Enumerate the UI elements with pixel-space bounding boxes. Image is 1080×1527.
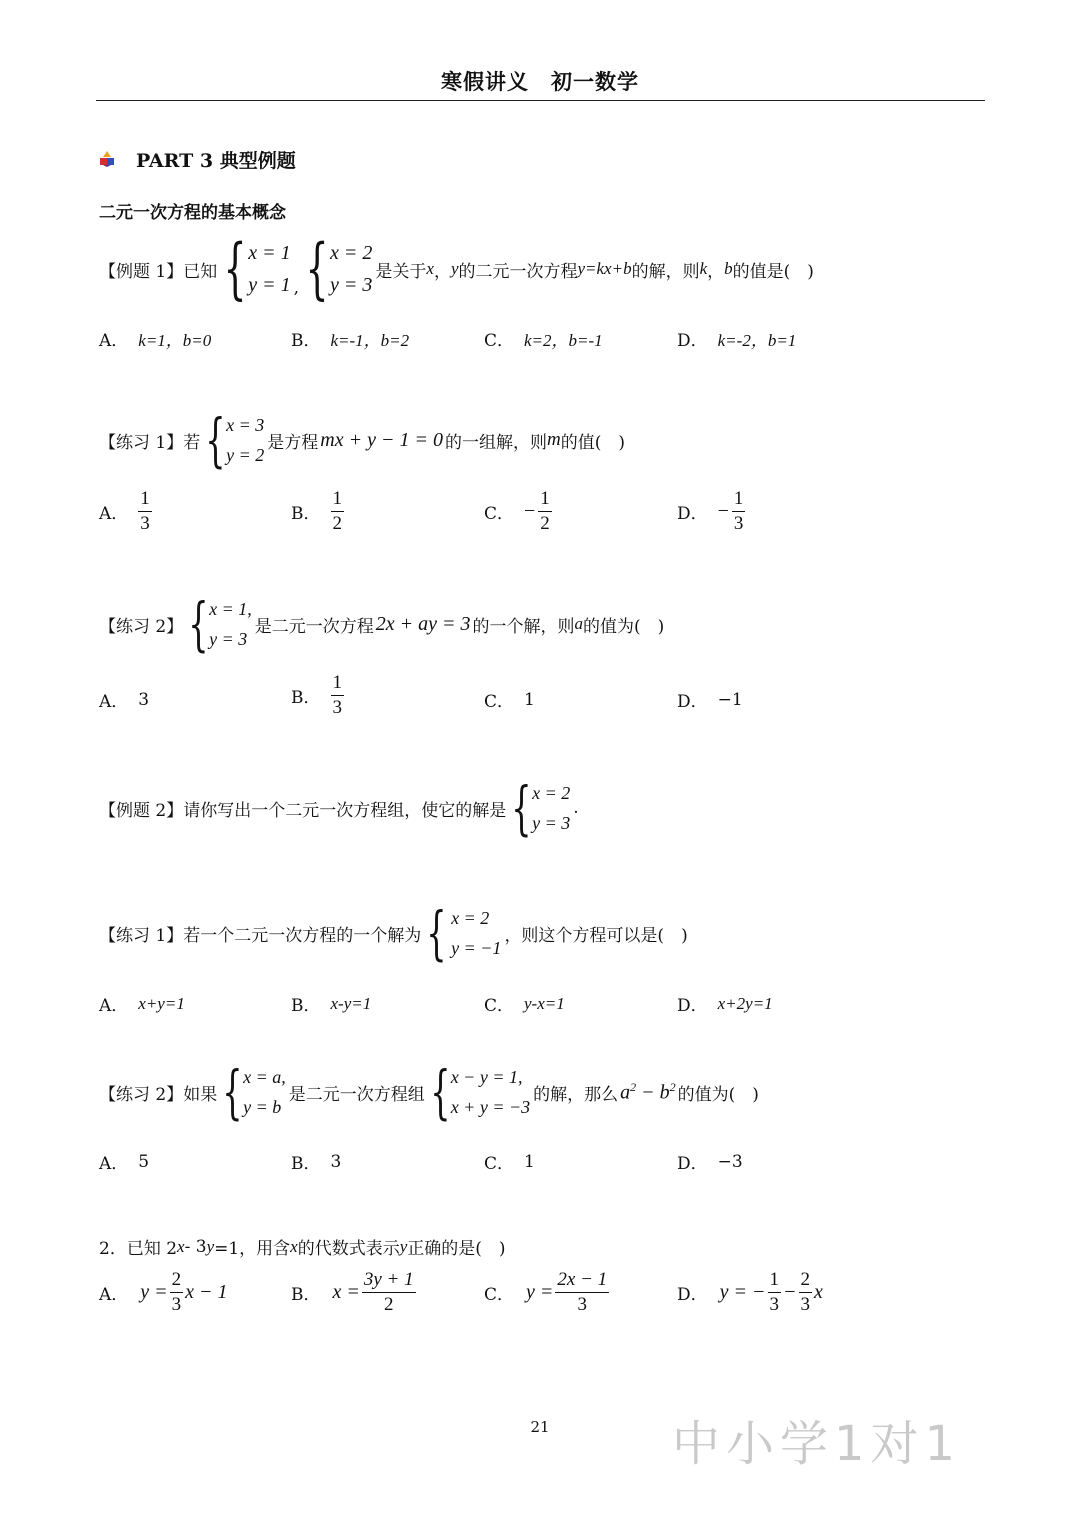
question-text: 是方程 xyxy=(267,432,319,453)
option-text: 3 xyxy=(330,1151,342,1172)
option-expression: x xyxy=(814,1281,823,1303)
example-1-system-2 xyxy=(302,230,373,307)
option-label: B． xyxy=(291,996,321,1016)
option-label: B． xyxy=(291,1154,321,1174)
practice-2-question xyxy=(99,590,665,658)
question-text: 的代数式表示 xyxy=(297,1239,400,1259)
option-c[interactable] xyxy=(484,1268,609,1317)
numerator: 2 xyxy=(799,1268,813,1293)
denominator: 3 xyxy=(332,697,342,718)
example-2-question xyxy=(99,774,579,842)
option-text: k=2，b=-1 xyxy=(524,331,603,350)
left-brace: { xyxy=(426,899,447,967)
question-text: ， xyxy=(433,261,451,282)
option-expression: y = xyxy=(140,1281,168,1303)
minus-sign: − xyxy=(524,500,536,522)
practice-1-intro: 若 xyxy=(183,432,201,453)
system-line: y = −1 xyxy=(451,938,502,958)
variable: x xyxy=(290,1236,298,1256)
variable: y xyxy=(399,1236,408,1256)
expression xyxy=(620,1080,676,1105)
numerator: 2 xyxy=(170,1268,184,1293)
system-line: x + y = −3 xyxy=(450,1097,531,1117)
question-text: 的二元一次方程 xyxy=(458,261,578,282)
left-brace: { xyxy=(305,230,329,307)
question-text: ， xyxy=(707,261,725,282)
option-text: 3 xyxy=(138,689,150,710)
option-text: 1 xyxy=(524,1151,535,1172)
expression-part: − b xyxy=(636,1081,670,1104)
example-1-label: 【例题 1】 xyxy=(99,261,184,282)
option-label: A． xyxy=(99,1285,129,1305)
question-text: 的值( ) xyxy=(560,432,625,453)
option-d[interactable] xyxy=(677,991,773,1016)
option-label: B． xyxy=(291,504,321,524)
question-text: 是关于 xyxy=(375,261,427,282)
option-label: A． xyxy=(99,1154,129,1174)
option-label: D． xyxy=(677,996,708,1016)
option-a[interactable] xyxy=(99,326,211,351)
option-expression: y = xyxy=(526,1281,554,1303)
option-label: C． xyxy=(484,1285,515,1305)
practice-3-label: 【练习 1】 xyxy=(99,925,184,946)
question-text: 2．已知 2 xyxy=(99,1239,178,1259)
example-2-label: 【例题 2】 xyxy=(99,800,184,821)
fraction xyxy=(362,1268,416,1317)
option-b[interactable] xyxy=(291,326,409,351)
comma: , xyxy=(293,278,300,298)
option-b[interactable] xyxy=(291,1149,341,1174)
practice-3-system xyxy=(424,899,502,967)
option-d[interactable] xyxy=(677,1149,743,1174)
variable: y xyxy=(206,1236,215,1256)
fraction xyxy=(138,487,152,536)
denominator: 3 xyxy=(140,513,150,534)
option-a[interactable] xyxy=(99,1149,149,1174)
option-text: x+2y=1 xyxy=(717,993,773,1013)
minus-sign: − xyxy=(717,500,729,522)
question-text: 的值是( ) xyxy=(732,261,814,282)
denominator: 2 xyxy=(540,513,550,534)
left-brace: { xyxy=(205,406,226,474)
option-c[interactable] xyxy=(484,487,552,536)
practice-4-system-2 xyxy=(428,1058,531,1126)
option-text: y-x=1 xyxy=(524,993,565,1013)
question-text: ，则这个方程可以是( ) xyxy=(504,925,688,946)
option-label: C． xyxy=(484,504,515,524)
question-text: 是二元一次方程组 xyxy=(288,1084,425,1105)
system-line: y = 1 xyxy=(248,274,291,296)
option-expression: x = xyxy=(332,1281,360,1303)
option-label: A． xyxy=(99,504,129,524)
denominator: 3 xyxy=(577,1294,588,1315)
system-line: x = a, xyxy=(243,1067,286,1087)
denominator: 3 xyxy=(733,513,744,534)
question-text: 若一个二元一次方程的一个解为 xyxy=(183,925,422,946)
option-a[interactable] xyxy=(99,1268,230,1317)
option-c[interactable] xyxy=(484,1149,535,1174)
option-label: C． xyxy=(484,692,515,712)
option-expression: y = − xyxy=(719,1281,766,1303)
left-brace: { xyxy=(511,774,532,842)
variable: b xyxy=(724,259,733,278)
fraction xyxy=(799,1268,813,1317)
numerator: 3y + 1 xyxy=(362,1268,416,1293)
fraction xyxy=(538,487,552,536)
option-text: k=-1，b=2 xyxy=(330,331,410,350)
header-rule xyxy=(96,100,985,101)
question-text: 的值为( ) xyxy=(583,616,665,637)
part-title: PART 3 典型例题 xyxy=(136,150,296,172)
question-text: 请你写出一个二元一次方程组，使它的解是 xyxy=(183,800,507,821)
practice-1-label: 【练习 1】 xyxy=(99,432,184,453)
option-b[interactable] xyxy=(291,487,344,536)
option-label: B． xyxy=(291,331,321,351)
option-text: k=-2，b=1 xyxy=(717,331,797,350)
equation: mx + y − 1 = 0 xyxy=(320,428,443,451)
part-bullet-icon xyxy=(98,150,116,168)
question-2 xyxy=(99,1234,506,1259)
section-heading: 二元一次方程的基本概念 xyxy=(99,203,286,223)
variable: y xyxy=(450,259,459,278)
denominator: 3 xyxy=(171,1294,182,1315)
practice-4-intro: 如果 xyxy=(183,1084,218,1105)
variable: x xyxy=(177,1236,185,1256)
exponent: 2 xyxy=(669,1079,676,1094)
option-text: 5 xyxy=(138,1151,150,1172)
question-text: 是二元一次方程 xyxy=(254,616,374,637)
page-number: 21 xyxy=(530,1418,550,1436)
option-text: −1 xyxy=(717,689,743,710)
option-label: C． xyxy=(484,331,515,351)
option-d[interactable] xyxy=(677,487,745,536)
option-d[interactable] xyxy=(677,1268,825,1317)
option-expression: − xyxy=(783,1281,797,1303)
example-1-intro: 已知 xyxy=(183,261,218,282)
option-text: x+y=1 xyxy=(138,993,185,1013)
question-text: 的一个解，则 xyxy=(472,616,575,637)
numerator: 2x − 1 xyxy=(555,1268,609,1293)
option-label: B． xyxy=(291,688,321,708)
practice-1-system xyxy=(203,406,265,474)
option-label: D． xyxy=(677,1285,708,1305)
question-text: 正确的是( ) xyxy=(407,1239,506,1259)
option-b[interactable] xyxy=(291,671,344,720)
question-text: =1，用含 xyxy=(214,1239,291,1259)
variable: m xyxy=(546,429,561,450)
system-line: y = 3 xyxy=(532,813,571,833)
variable: a xyxy=(574,614,584,633)
equation: y=kx+b xyxy=(577,259,632,278)
system-line: y = 2 xyxy=(226,445,265,465)
variable: a xyxy=(620,1081,631,1104)
option-d[interactable] xyxy=(677,326,796,351)
option-b[interactable] xyxy=(291,991,371,1016)
question-text: 的解，那么 xyxy=(533,1084,619,1105)
option-label: B． xyxy=(291,1285,321,1305)
option-a[interactable] xyxy=(99,487,152,536)
header-title: 寒假讲义 初一数学 xyxy=(441,70,639,94)
option-label: D． xyxy=(677,504,708,524)
system-line: x = 2 xyxy=(330,242,373,264)
practice-4-label: 【练习 2】 xyxy=(99,1084,184,1105)
numerator: 1 xyxy=(768,1268,782,1293)
practice-4-question xyxy=(99,1058,759,1126)
left-brace: { xyxy=(430,1058,451,1126)
option-label: D． xyxy=(677,331,708,351)
option-b[interactable] xyxy=(291,1268,416,1317)
system-line: x = 1, xyxy=(209,599,252,619)
option-text: x-y=1 xyxy=(330,993,372,1013)
practice-3-question xyxy=(99,899,688,967)
example-1-question xyxy=(99,230,814,307)
watermark: 中小学1对1 xyxy=(672,1416,962,1472)
variable: x xyxy=(426,259,434,278)
left-brace: { xyxy=(223,230,247,307)
option-expression: x − 1 xyxy=(185,1281,228,1303)
system-line: x − y = 1, xyxy=(450,1067,523,1087)
option-label: A． xyxy=(99,331,129,351)
fraction xyxy=(331,487,345,536)
option-a[interactable] xyxy=(99,687,149,712)
option-label: D． xyxy=(677,692,708,712)
option-d[interactable] xyxy=(677,687,743,712)
left-brace: { xyxy=(188,590,209,658)
numerator: 1 xyxy=(331,671,345,696)
system-line: x = 3 xyxy=(226,415,265,435)
period: . xyxy=(573,798,579,818)
denominator: 3 xyxy=(769,1294,780,1315)
numerator: 1 xyxy=(138,487,152,512)
option-label: A． xyxy=(99,692,129,712)
option-label: A． xyxy=(99,996,129,1016)
fraction xyxy=(170,1268,184,1317)
variable: k xyxy=(699,259,708,278)
option-text: 1 xyxy=(524,689,535,710)
fraction xyxy=(732,487,746,536)
fraction xyxy=(555,1268,609,1317)
option-label: C． xyxy=(484,996,515,1016)
practice-2-system xyxy=(186,590,252,658)
system-line: x = 2 xyxy=(532,783,571,803)
denominator: 2 xyxy=(332,513,342,534)
left-brace: { xyxy=(222,1058,243,1126)
option-c[interactable] xyxy=(484,326,603,351)
denominator: 3 xyxy=(800,1294,811,1315)
option-text: −3 xyxy=(717,1151,743,1172)
numerator: 1 xyxy=(732,487,746,512)
numerator: 1 xyxy=(331,487,345,512)
question-text: ‐ 3 xyxy=(184,1236,207,1257)
option-label: D． xyxy=(677,1154,708,1174)
system-line: y = 3 xyxy=(330,274,373,296)
question-text: 的值为( ) xyxy=(677,1084,759,1105)
option-label: C． xyxy=(484,1154,515,1174)
option-a[interactable] xyxy=(99,991,185,1016)
equation: 2x + ay = 3 xyxy=(375,612,471,635)
question-text: 的解，则 xyxy=(631,261,700,282)
option-c[interactable] xyxy=(484,687,535,712)
fraction xyxy=(331,671,345,720)
practice-1-question xyxy=(99,406,625,474)
system-line: y = b xyxy=(243,1097,282,1117)
fraction xyxy=(768,1268,782,1317)
option-text: k=1，b=0 xyxy=(138,331,212,350)
practice-4-system-1 xyxy=(220,1058,286,1126)
question-text: 的一组解，则 xyxy=(444,432,547,453)
system-line: x = 1 xyxy=(248,242,291,264)
option-c[interactable] xyxy=(484,991,565,1016)
system-line: x = 2 xyxy=(451,908,490,928)
numerator: 1 xyxy=(538,487,552,512)
practice-2-label: 【练习 2】 xyxy=(99,616,184,637)
example-1-system-1 xyxy=(220,230,291,307)
exponent: 2 xyxy=(630,1079,637,1094)
example-2-system xyxy=(509,774,571,842)
system-line: y = 3 xyxy=(209,629,248,649)
denominator: 2 xyxy=(384,1294,394,1315)
